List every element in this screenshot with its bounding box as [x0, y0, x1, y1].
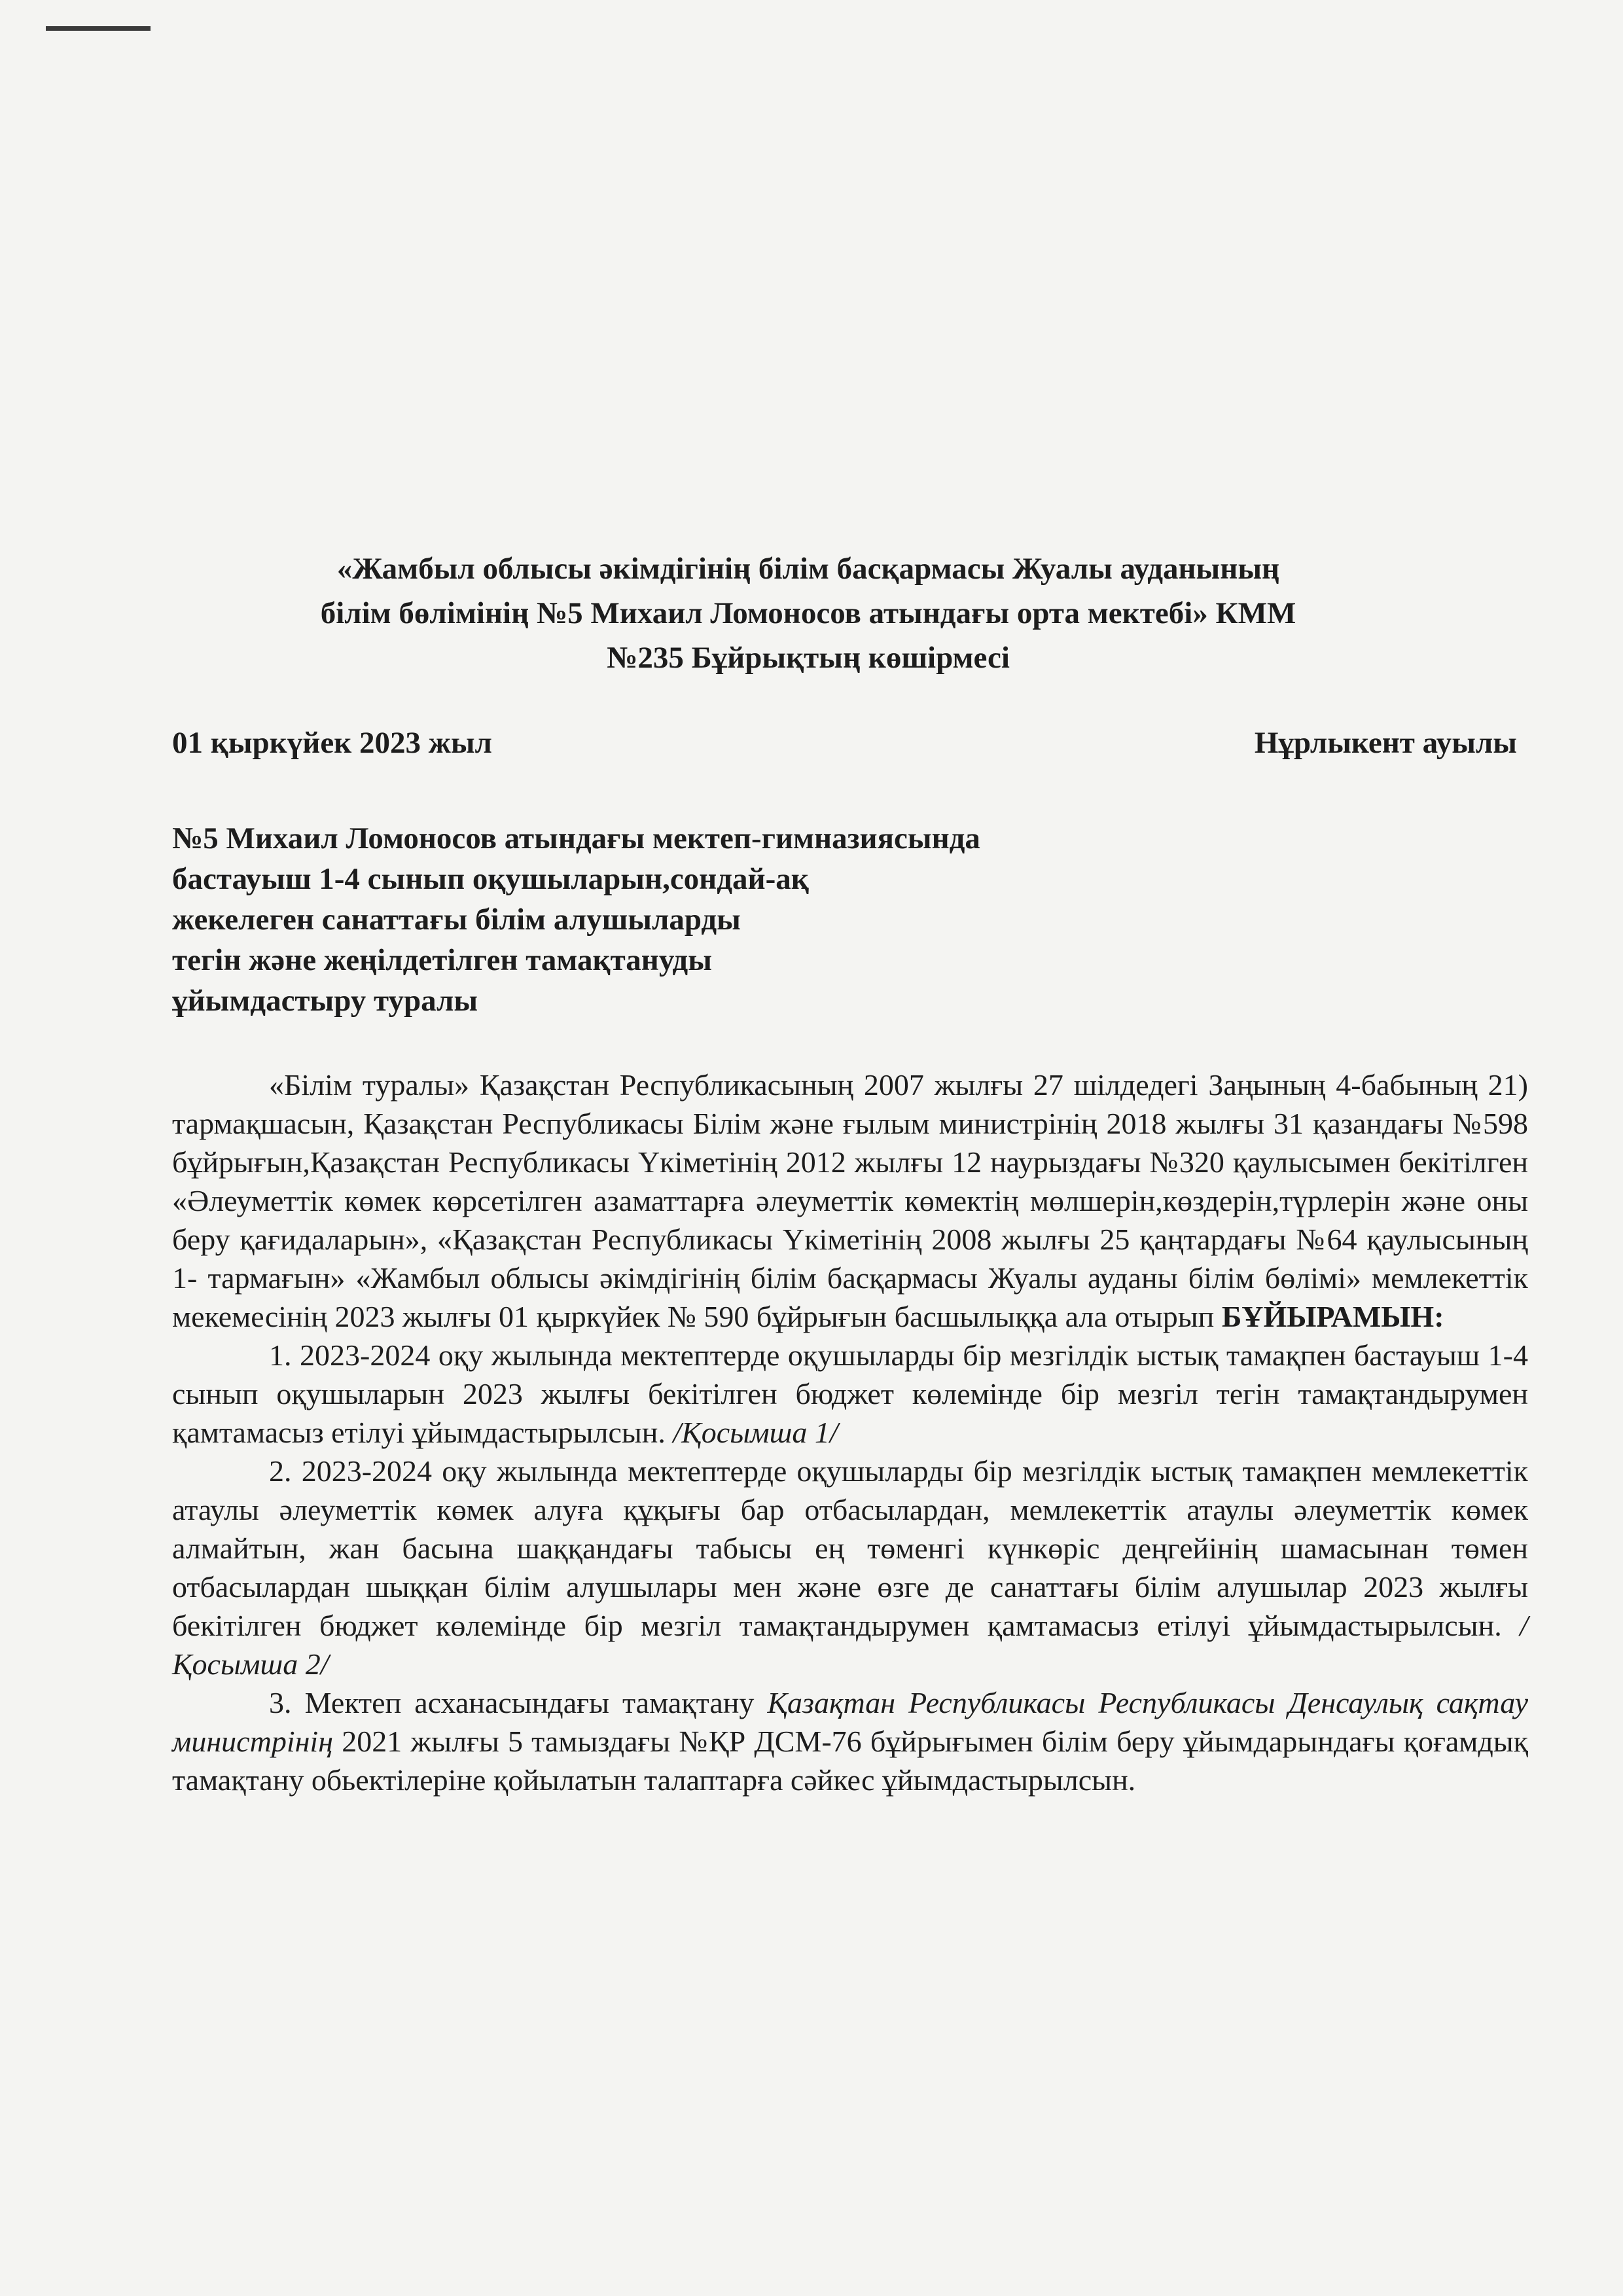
- preamble-paragraph: [172, 1066, 1528, 1336]
- header-order-title: №235 Бұйрықтың көшірмесі: [607, 641, 1010, 675]
- subject-line-5: ұйымдастыру туралы: [172, 984, 478, 1018]
- subject-line-4: тегін және жеңілдетілген тамақтануды: [172, 943, 712, 977]
- header-org-line-2: білім бөлімінің №5 Михаил Ломоносов атындағы орта мектебі» КММ: [320, 596, 1296, 630]
- order-body: [172, 1066, 1528, 1799]
- order-item-2-attachment: /Қосымша 2/: [172, 1609, 1528, 1681]
- preamble-text: «Білім туралы» Қазақстан Республикасының 2007 жылғы 27 шілдедегі Заңының 4-бабының 21) тармақшасын, Қазақстан Республикасы Білім және ғылым министрінің 2018 жылғы 31 қазандағы №598 бұйрығын,Қазақстан Республикасы Үкіметінің 2012 жылғы 12 наурыздағы №320 қаулысымен бекітілген «Әлеуметтік көмек көрсетілген азаматтарға әлеуметтік көмектің мөлшерін,көздерін,түрлерін және оны беру қағидаларын», «Қазақстан Республикасы Үкіметінің 2008 жылғы 25 қаңтардағы №64 қаулысының 1- тармағын» «Жамбыл облысы әкімдігінің білім басқармасы Жуалы ауданы білім бөлімі» мемлекеттік мекемесінің 2023 жылғы 01 қыркүйек № 590 бұйрығын басшылыққа ала отырып: [172, 1068, 1528, 1333]
- order-item-2: [172, 1452, 1528, 1683]
- order-item-2-text: 2. 2023-2024 оқу жылында мектептерде оқушыларды бір мезгілдік ыстық тамақпен мемлекеттік атаулы әлеуметтік көмек алуға құқығы бар отбасылардан, мемлекеттік атаулы әлеуметтік көмек алмайтын, жан басына шаққандағы табысы ең төменгі күнкөріс деңгейінің шамасынан төмен отбасылардан шыққан білім алушылары мен және өзге де санаттағы білім алушылар 2023 жылғы бекітілген бюджет көлемінде бір мезгіл тамақтандырумен қамтамасыз етілуі ұйымдастырылсын.: [172, 1454, 1528, 1642]
- subject-line-1: №5 Михаил Ломоносов атындағы мектеп-гимназиясында: [172, 821, 980, 855]
- subject-line-3: жекелеген санаттағы білім алушыларды: [172, 903, 741, 937]
- order-item-3-ministry: Қазақтан Республикасы Республикасы Денсаулық сақтау министрінің: [172, 1686, 1529, 1758]
- order-command: БҰЙЫРАМЫН:: [1221, 1300, 1444, 1333]
- order-item-1: [172, 1336, 1528, 1452]
- order-item-3-start: 3. Мектеп асханасындағы тамақтану: [269, 1686, 755, 1719]
- order-item-1-attachment: /Қосымша 1/: [673, 1416, 838, 1449]
- document-header: [170, 547, 1446, 680]
- order-place: Нұрлыкент ауылы: [1254, 726, 1517, 760]
- header-org-line-1: «Жамбыл облысы әкімдігінің білім басқармасы Жуалы ауданының: [336, 552, 1280, 586]
- order-item-3: [172, 1683, 1528, 1799]
- order-item-1-text: 1. 2023-2024 оқу жылында мектептерде оқушыларды бір мезгілдік ыстық тамақпен бастауыш 1-4 сынып оқушыларын 2023 жылғы бекітілген бюджет көлемінде бір мезгіл тегін тамақтандырумен қамтамасыз етілуі ұйымдастырылсын.: [172, 1338, 1528, 1449]
- order-subject: [172, 818, 1219, 1021]
- order-item-3-end: 2021 жылғы 5 тамыздағы №ҚР ДСМ-76 бұйрығымен білім беру ұйымдарындағы қоғамдық тамақтану обьектілеріне қойылатын талаптарға сәйкес ұйымдастырылсын.: [172, 1725, 1529, 1797]
- scan-mark: [46, 26, 151, 31]
- order-date: 01 қыркүйек 2023 жыл: [172, 726, 492, 760]
- subject-line-2: бастауыш 1-4 сынып оқушыларын,сондай-ақ: [172, 862, 809, 896]
